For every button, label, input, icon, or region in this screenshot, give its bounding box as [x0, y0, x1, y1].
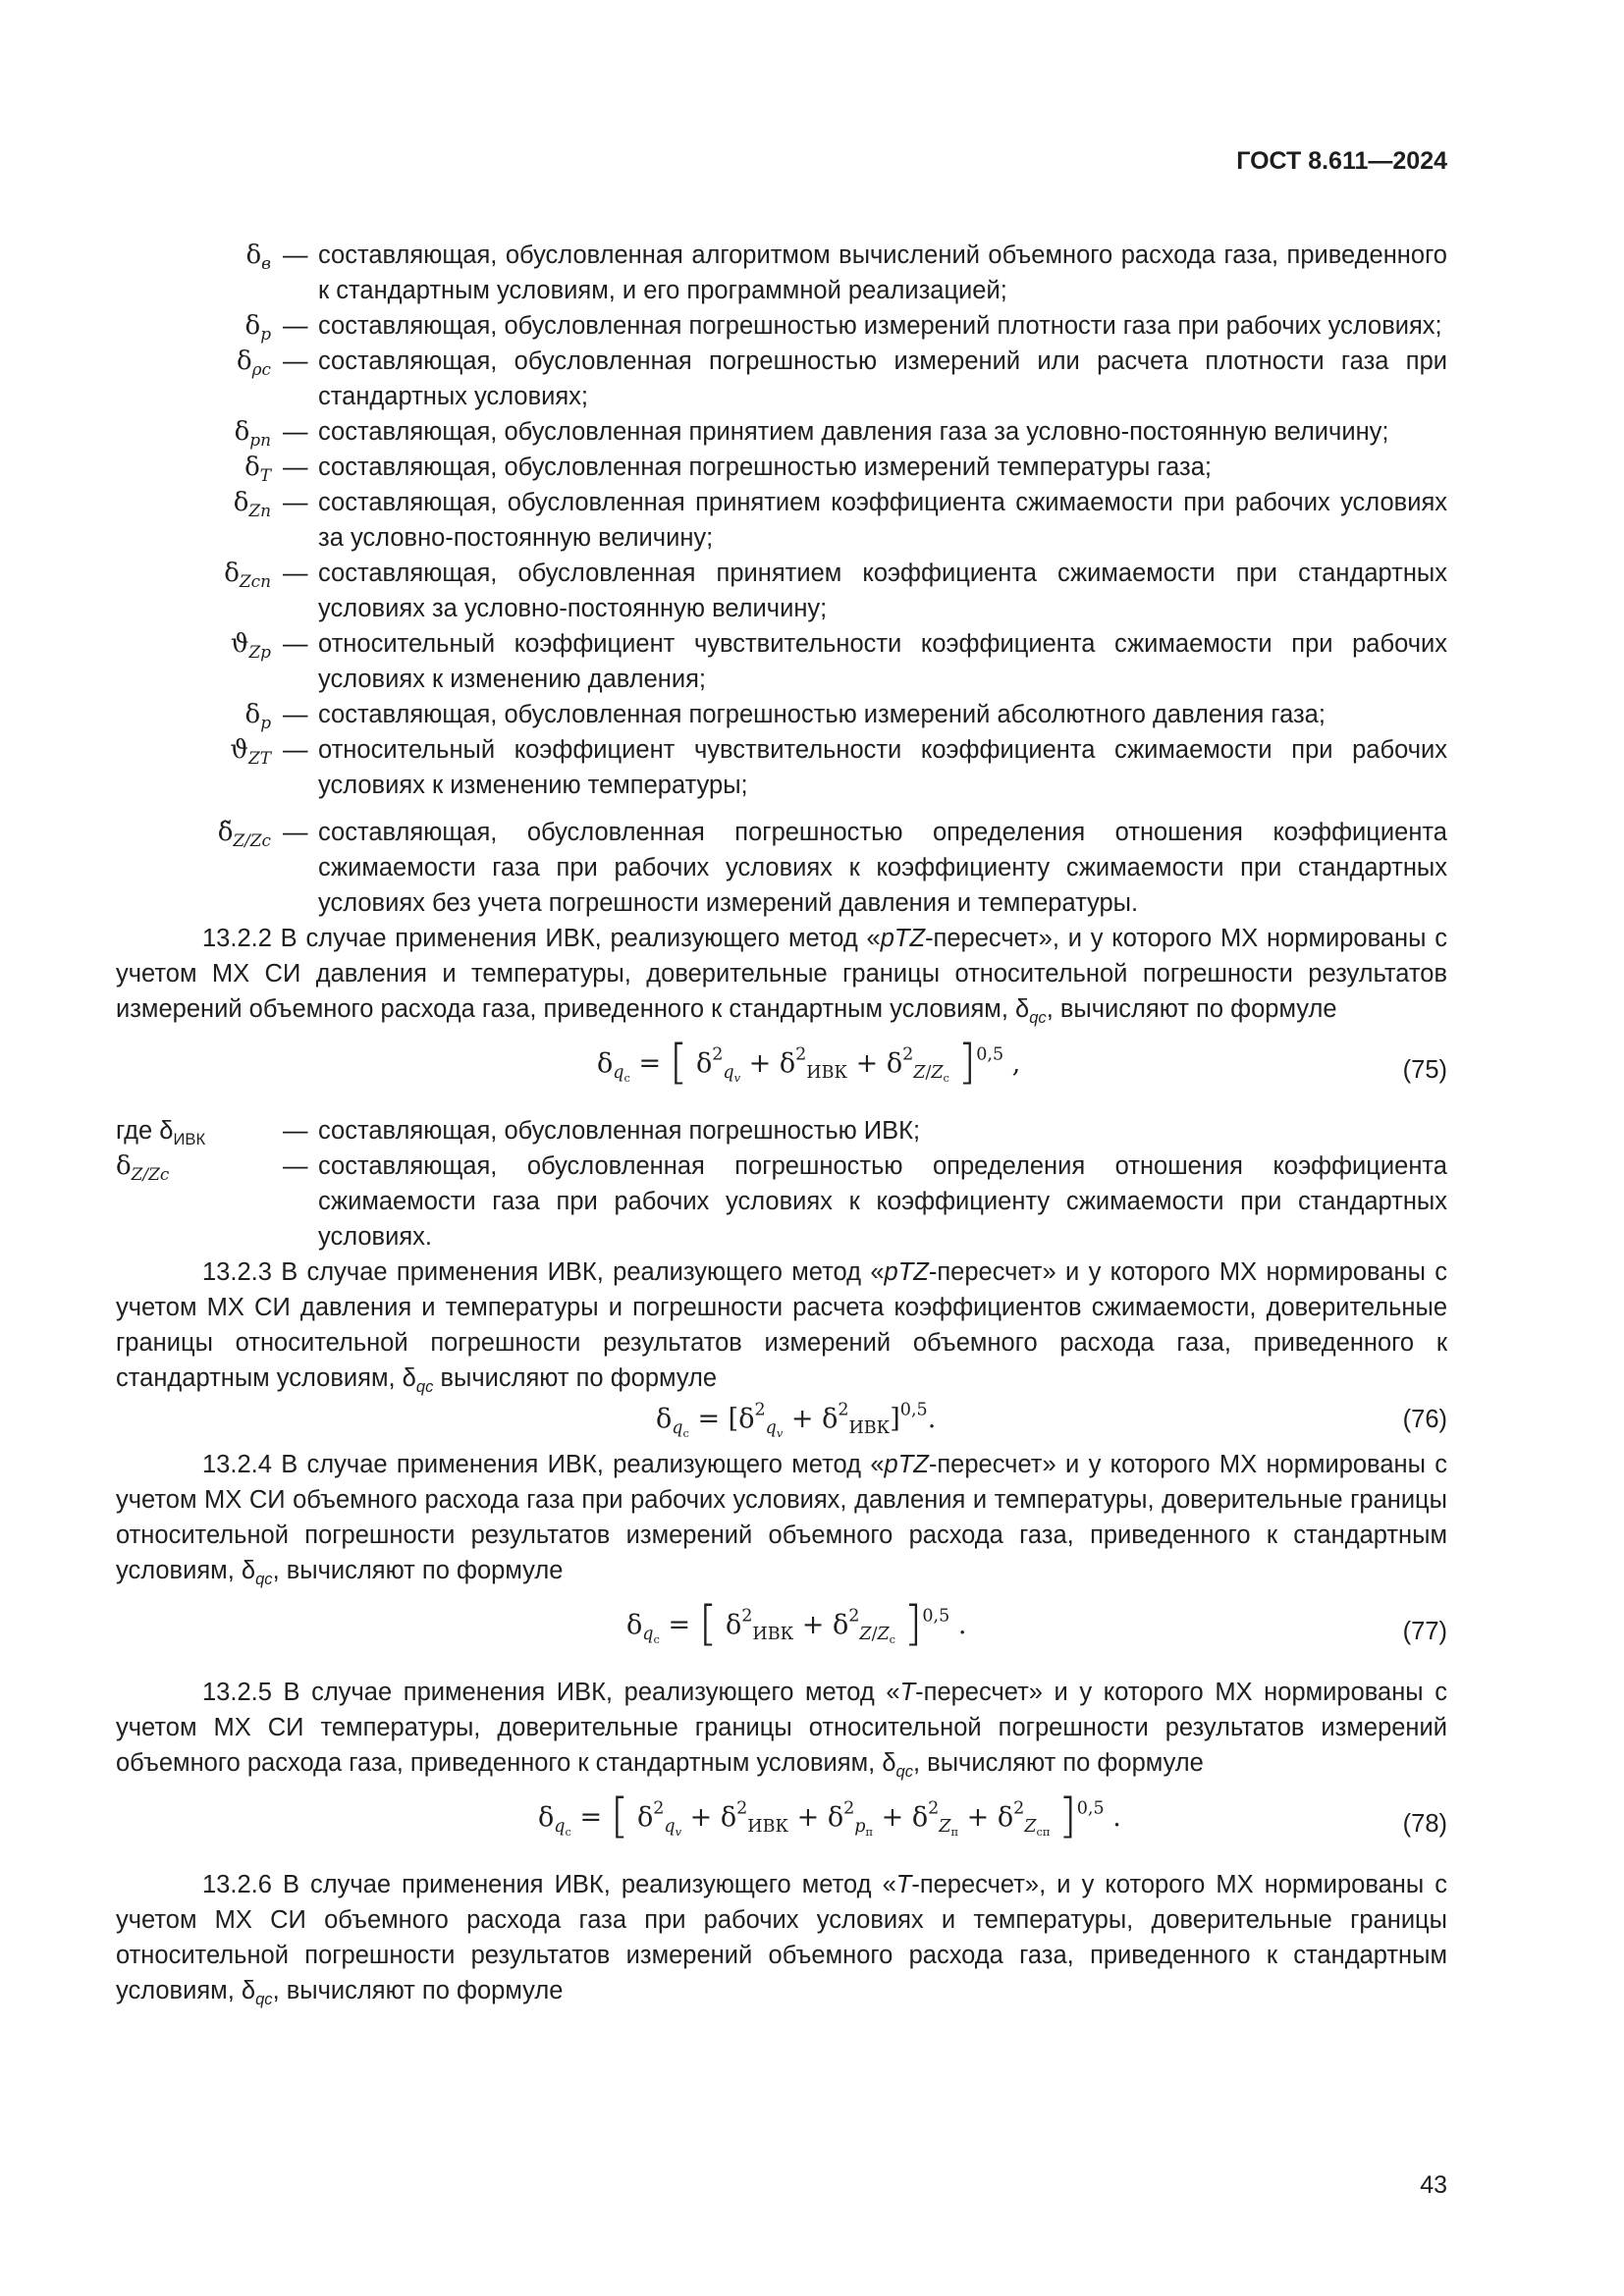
definition-dash: — — [283, 347, 308, 375]
definition-dash: — — [283, 454, 308, 481]
definition-dash: — — [283, 819, 308, 846]
definition-symbol: $\delta_p$ — [244, 700, 271, 732]
formula-75 — [116, 1027, 1447, 1113]
formula-77-number: (77) — [1402, 1618, 1447, 1645]
formula-78-number: (78) — [1402, 1810, 1447, 1838]
definition-text: относительный коэффициент чувствительности коэффициента сжимаемости при рабочих условиях к изменению температуры; — [318, 736, 1447, 799]
definition-dash: — — [283, 701, 308, 728]
where-block — [116, 1113, 1447, 1255]
where-row-zzc: $\delta_{Z/Zс}$ — составляющая, обусловленная погрешностью определения отношения коэффициента сжимаемости газа при рабочих условиях к коэффициенту сжимаемости при стандартных условиях. — [116, 1151, 1447, 1251]
definition-text: составляющая, обусловленная погрешностью измерений температуры газа; — [318, 454, 1212, 481]
definition-text: составляющая, обусловленная алгоритмом вычислений объемного расхода газа, приведенного к стандартным условиям, и его программной реализацией; — [318, 241, 1447, 304]
definition-row — [116, 556, 1447, 626]
definition-row — [116, 626, 1447, 697]
definition-dash: — — [283, 560, 308, 587]
paragraph-13-2-5: 13.2.5 В случае применения ИВК, реализующего метод «T-пересчет» и у которого МХ нормированы с учетом МХ СИ температуры, доверительные границы относительной погрешности результатов измерений объемного расхода газа, приведенного к стандартным условиям, $\delta_{qс}$, вычисляют по формуле — [116, 1679, 1447, 1781]
definition-text: составляющая, обусловленная принятием давления газа за условно-постоянную величину; — [318, 418, 1389, 446]
definition-row — [116, 308, 1447, 344]
formula-78-expression: $\delta_{q_с}$ = [ $\delta^2_{q_v} + \delta^2_{ИВК} + \delta^2_{p_п} + \delta^2_{Z_п} + \delta^2_{Z_{сп}}$ ]$^{0,5}$ . — [538, 1789, 1121, 1843]
definition-text: составляющая, обусловленная погрешностью определения отношения коэффициента сжимаемости газа при рабочих условиях к коэффициенту сжимаемости при стандартных условиях без учета погрешности измерений давления и температуры. — [318, 819, 1447, 917]
formula-77 — [116, 1588, 1447, 1675]
definition-dash: — — [283, 489, 308, 516]
definition-symbol: $\delta_{Zсп}$ — [224, 559, 271, 591]
paragraph-13-2-2: 13.2.2 В случае применения ИВК, реализующего метод «pTZ-пересчет», и у которого МХ нормированы с учетом МХ СИ давления и температуры, доверительные границы относительной погрешности результатов измерений объемного расхода газа, приведенного к стандартным условиям, $\delta_{qс}$, вычисляют по формуле — [116, 925, 1447, 1027]
definition-symbol: $\deltã_{Z/Zс}$ — [217, 818, 271, 850]
definition-row — [116, 485, 1447, 556]
definition-dash: — — [283, 241, 308, 269]
definition-row — [116, 697, 1447, 732]
definition-text: составляющая, обусловленная погрешностью измерений плотности газа при рабочих условиях; — [318, 312, 1442, 340]
definition-symbol: $ϑ_{ZT}$ — [230, 735, 271, 768]
document-header: ГОСТ 8.611—2024 — [1236, 147, 1447, 175]
formula-76-expression: $\delta_{q_с} = [\delta^2_{q_v} + \delta^2_{ИВК}]^{0,5}$. — [656, 1400, 937, 1441]
definitions-list — [116, 238, 1447, 921]
formula-77-expression: $\delta_{q_с}$ = [ $\delta^2_{ИВК} + \delta^2_{Z/Z_с}$ ]$^{0,5}$ . — [626, 1596, 967, 1651]
formula-75-expression: $\delta_{q_с}$ = [ $\delta^2_{q_v} + \delta^2_{ИВК} + \delta^2_{Z/Z_с}$ ]$^{0,5}$ , — [597, 1035, 1021, 1090]
definition-symbol: $\delta_в$ — [245, 240, 271, 273]
definition-dash: — — [283, 736, 308, 764]
definition-row — [116, 344, 1447, 414]
definition-dash: — — [283, 312, 308, 340]
definition-symbol: $\delta_{pп}$ — [234, 417, 271, 450]
page-content — [116, 238, 1447, 2008]
definition-row — [116, 238, 1447, 308]
definition-dash: — — [283, 418, 308, 446]
definition-row — [116, 414, 1447, 450]
paragraph-13-2-4: 13.2.4 В случае применения ИВК, реализующего метод «pTZ-пересчет» и у которого МХ нормированы с учетом МХ СИ объемного расхода газа при рабочих условиях, давления и температуры, доверительные границы относительной погрешности результатов измерений объемного расхода газа, приведенного к стандартным условиям, $\delta_{qс}$, вычисляют по формуле — [116, 1451, 1447, 1588]
formula-78 — [116, 1781, 1447, 1867]
definition-symbol: $\delta_р$ — [244, 311, 271, 344]
definition-text: относительный коэффициент чувствительности коэффициента сжимаемости при рабочих условиях к изменению давления; — [318, 630, 1447, 693]
definition-symbol: $\delta_{\rho с}$ — [236, 347, 271, 379]
definition-symbol: $\delta_{Zп}$ — [233, 488, 271, 520]
formula-76 — [116, 1396, 1447, 1447]
paragraph-13-2-6: 13.2.6 В случае применения ИВК, реализующего метод «T-пересчет», и у которого МХ нормированы с учетом МХ СИ объемного расхода газа при рабочих условиях и температуры, доверительные границы относительной погрешности результатов измерений объемного расхода газа, приведенного к стандартным условиям, $\delta_{qс}$, вычисляют по формуле — [116, 1871, 1447, 2008]
definition-dash: — — [283, 630, 308, 658]
definition-text: составляющая, обусловленная принятием коэффициента сжимаемости при рабочих условиях за условно-постоянную величину; — [318, 489, 1447, 552]
definition-text: составляющая, обусловленная принятием коэффициента сжимаемости при стандартных условиях за условно-постоянную величину; — [318, 560, 1447, 622]
definition-text: составляющая, обусловленная погрешностью измерений или расчета плотности газа при стандартных условиях; — [318, 347, 1447, 410]
definition-symbol: $\delta_T$ — [244, 453, 271, 485]
formula-76-number: (76) — [1402, 1406, 1447, 1433]
page-number: 43 — [1420, 2171, 1447, 2199]
definition-text: составляющая, обусловленная погрешностью измерений абсолютного давления газа; — [318, 701, 1326, 728]
formula-75-number: (75) — [1402, 1056, 1447, 1084]
definition-row — [116, 732, 1447, 803]
definition-row — [116, 815, 1447, 921]
definition-row — [116, 450, 1447, 485]
paragraph-13-2-3: 13.2.3 В случае применения ИВК, реализующего метод «pTZ-пересчет» и у которого МХ нормированы с учетом МХ СИ давления и температуры и погрешности расчета коэффициентов сжимаемости, доверительные границы относительной погрешности результатов измерений объемного расхода газа, приведенного к стандартным условиям, $\delta_{qс}$ вычисляют по формуле — [116, 1258, 1447, 1396]
where-row-ivk: где $\delta_{ИВК}$ — составляющая, обусловленная погрешностью ИВК; — [116, 1117, 921, 1148]
definition-symbol: $ϑ_{Zp}$ — [230, 629, 271, 662]
